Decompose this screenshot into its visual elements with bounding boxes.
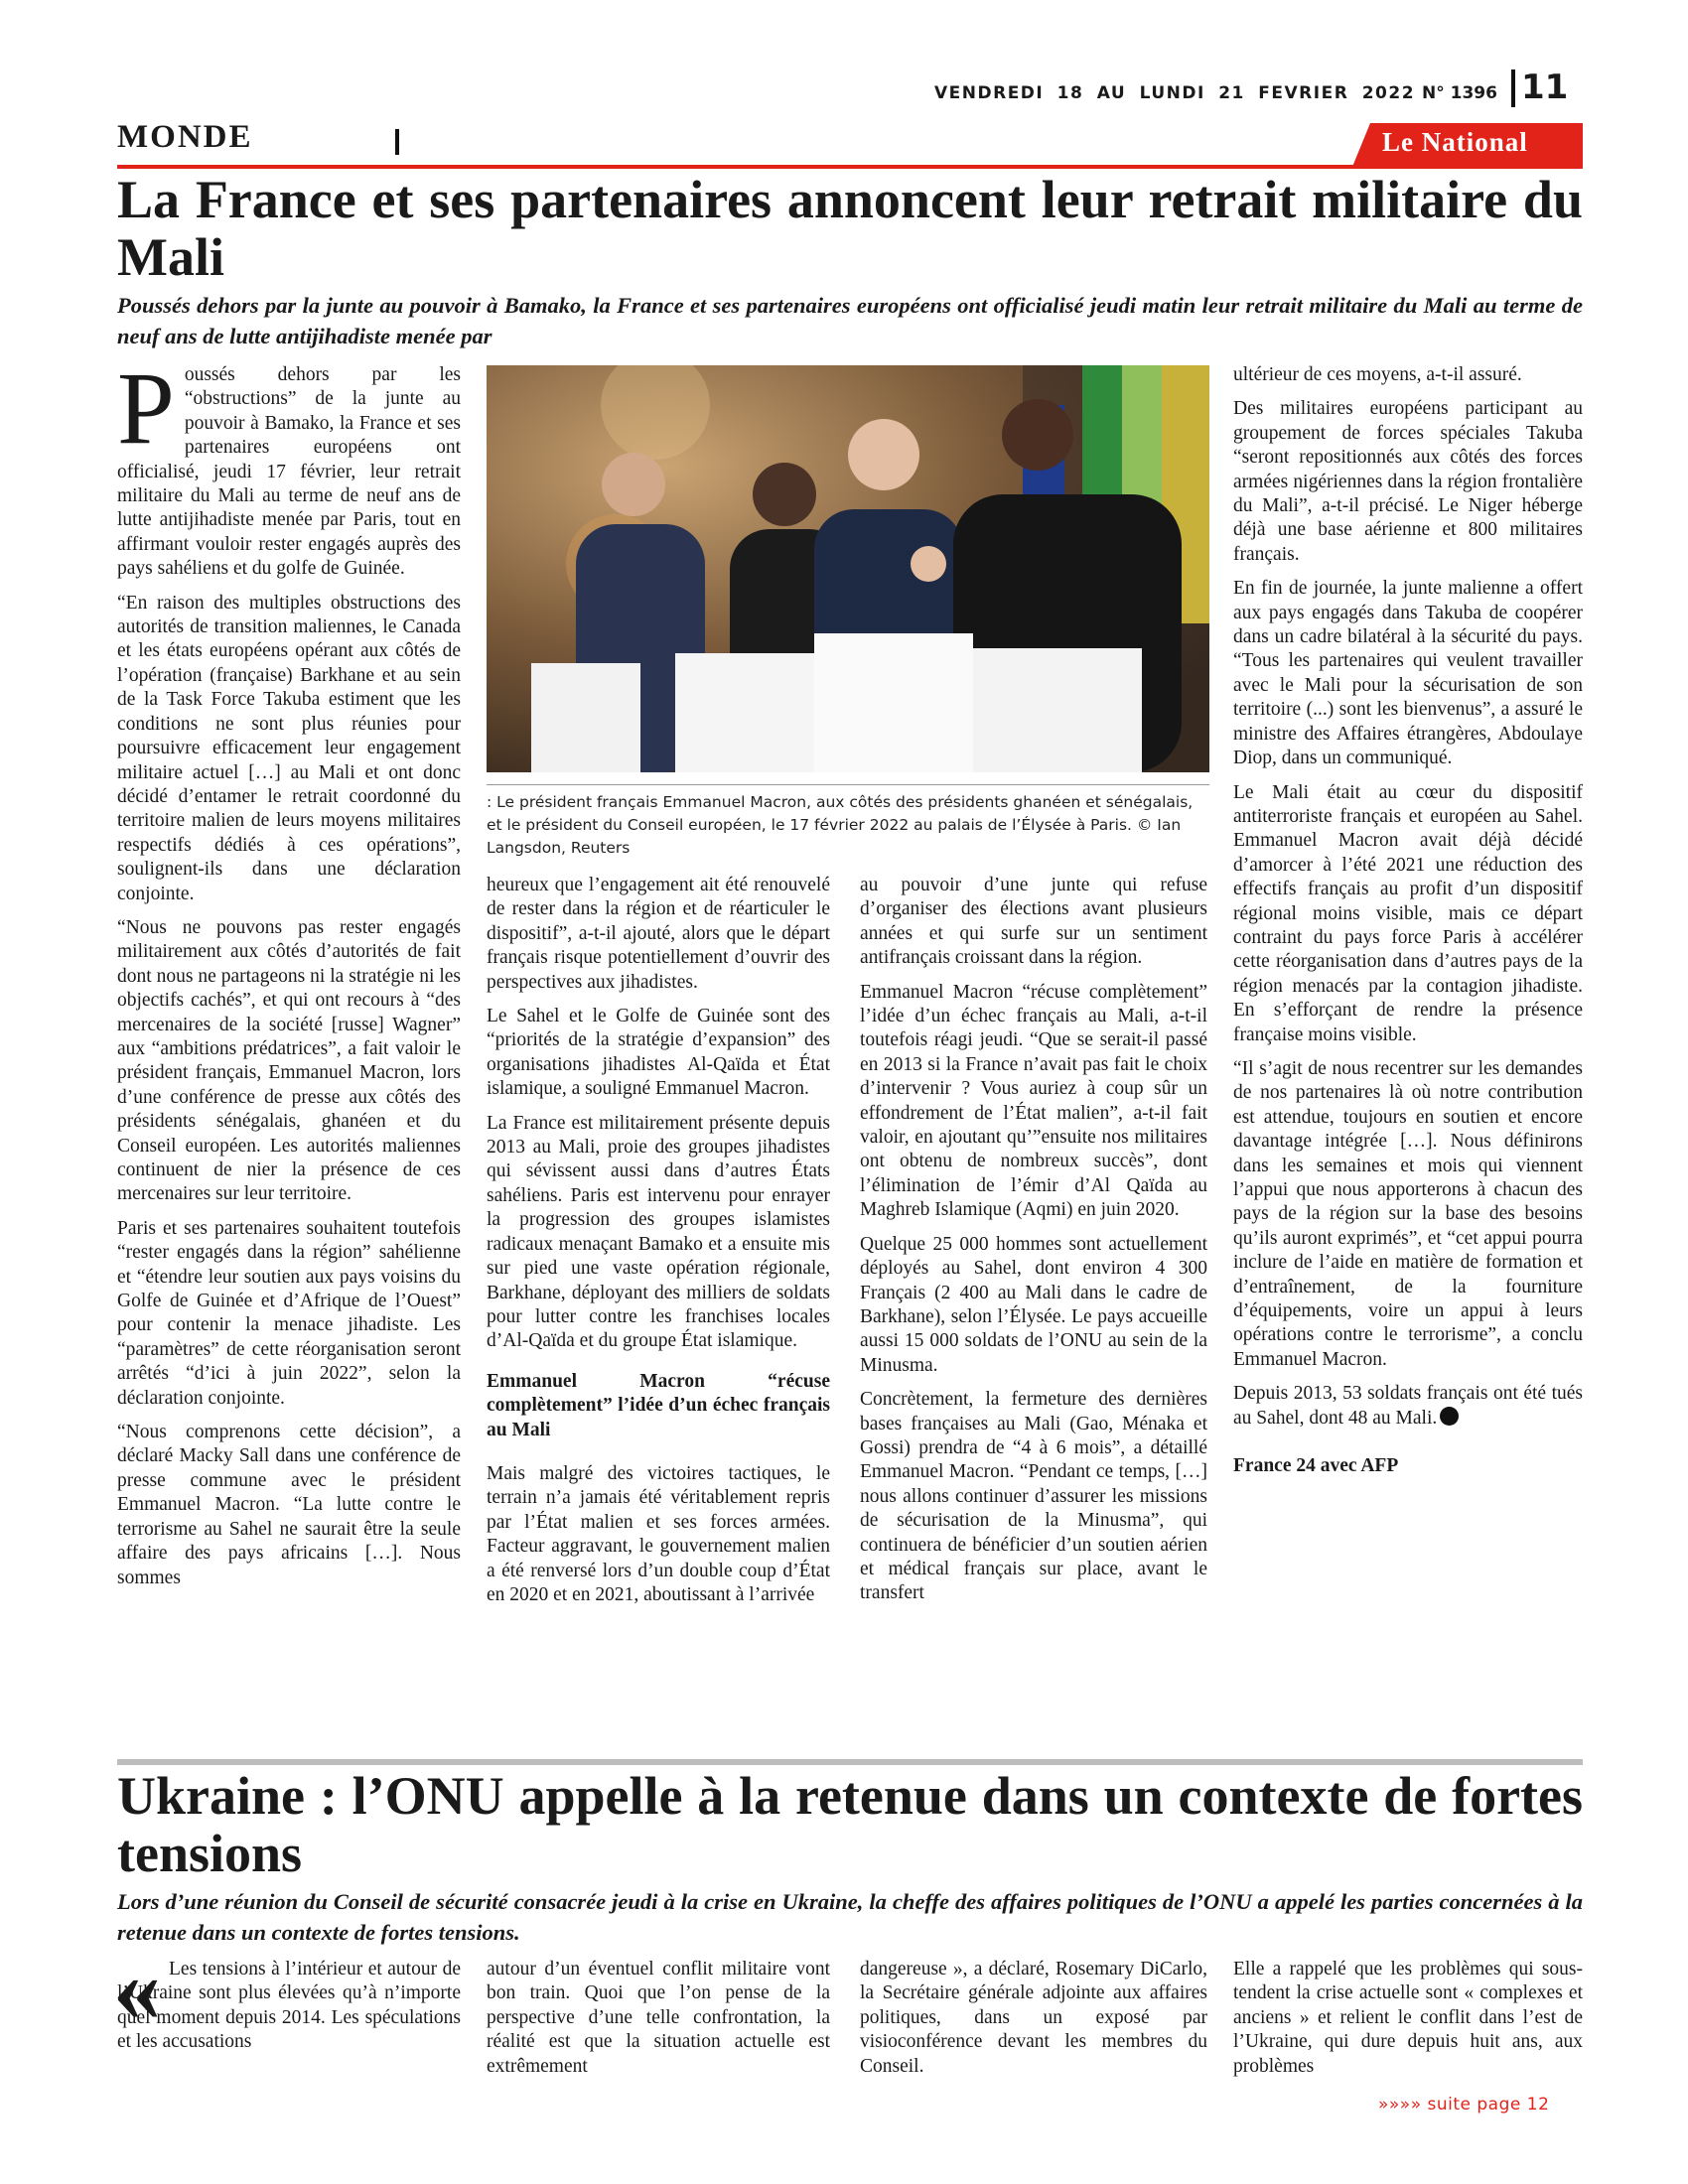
section-label: MONDE bbox=[117, 119, 253, 155]
continuation-link[interactable]: »»»» suite page 12 bbox=[1378, 2095, 1550, 2115]
page-number: 11 bbox=[1521, 68, 1569, 107]
article1-paragraph: Le Mali était au cœur du dispositif antiterroriste français et européen au Sahel. Emmanuel Macron avait déjà décidé d’amorcer à l’été 2021 une réduction des effectifs français au profit d’un dispositif régional moins visible, mais ce départ contraint du pays force Paris à accélérer cette réorganisation dans d’autres pays de la région menacés par la contagion jihadiste. En s’efforçant de rendre la présence française moins visible. bbox=[1233, 781, 1583, 1045]
article1-paragraph: Le Sahel et le Golfe de Guinée sont des “priorités de la stratégie d’expansion” des organisations jihadistes Al-Qaïda et État islamique, a souligné Emmanuel Macron. bbox=[487, 1006, 830, 1100]
article1-column-3 bbox=[860, 874, 1207, 1616]
section-divider bbox=[395, 129, 399, 155]
article1-column-1 bbox=[117, 351, 461, 1600]
article2-column-1 bbox=[117, 1958, 461, 2065]
article2-deck: Lors d’une réunion du Conseil de sécurité consacrée jeudi à la crise en Ukraine, la cheffe des affaires politiques de l’ONU a appelé les parties concernées à la retenue dans un contexte de fortes tensions. bbox=[117, 1889, 1583, 1945]
header-divider bbox=[1511, 69, 1515, 107]
article1-paragraph: En fin de journée, la junte malienne a offert aux pays engagés dans Takuba de coopérer dans un cadre bilatéral à la sécurité du pays. “Tous les partenaires qui veulent travailler avec le Mali pour la sécurisation de son territoire (...) sont les bienvenus”, a assuré le ministre des Affaires étrangères, Abdoulaye Diop, dans un communiqué. bbox=[1233, 578, 1583, 769]
caption-rule bbox=[487, 784, 1209, 785]
article2-paragraph: Elle a rappelé que les problèmes qui sous-tendent la crise actuelle sont « complexes et anciens » et relient le conflit dans l’est de l’Ukraine, qui dure depuis huit ans, aux problèmes bbox=[1233, 1959, 1583, 2077]
article1-paragraph: Emmanuel Macron “récuse complètement” l’idée d’un échec français au Mali, a-t-il toutefois réagi jeudi. “Que se serait-il passé en 2013 si la France n’avait pas fait le choix d’intervenir ? Vous auriez à coup sûr un effondrement de l’État malien”, a-t-il fait valoir, en ajoutant qu’”ensuite nos militaires ont obtenu de nombreux succès”, dont l’élimination de l’émir d’Al Qaïda au Maghreb Islamique (Aqmi) en juin 2020. bbox=[860, 981, 1207, 1221]
opening-quote-mark: « bbox=[113, 1935, 161, 2041]
photo-caption: : Le président français Emmanuel Macron, aux côtés des présidents ghanéen et sénégalais, et le président du Conseil européen, le 17 février 2022 au palais de l’Élysée à Paris. © Ian Langsdon, Reuters bbox=[487, 793, 1194, 857]
article-separator bbox=[117, 1759, 1583, 1765]
article1-paragraph: Des militaires européens participant au groupement de forces spéciales Takuba “seront repositionnés aux côtés des forces armées nigériennes dans la région frontalière du Mali”, a-t-il précisé. Le Niger héberge déjà une base aérienne et 800 militaires français. bbox=[1233, 398, 1583, 565]
photo-illustration bbox=[487, 365, 1209, 772]
article2-column-4 bbox=[1233, 1958, 1583, 2089]
article1-paragraph: Depuis 2013, 53 soldats français ont été tués au Sahel, dont 48 au Mali. bbox=[1233, 1383, 1583, 1429]
article1-paragraph: La France est militairement présente depuis 2013 au Mali, proie des groupes jihadistes qui sévissent aussi dans d’autres États sahéliens. Paris est intervenu pour enrayer la progression des groupes islamistes radicaux menaçant Bamako et a ensuite mis sur pied une vaste opération régionale, Barkhane, déployant des milliers de soldats pour lutter contre les franchises locales d’Al-Qaïda et du groupe État islamique. bbox=[487, 1112, 830, 1352]
brand-name: Le National bbox=[1382, 127, 1528, 157]
article1-column-4 bbox=[1233, 363, 1583, 1488]
article1-subhead: Emmanuel Macron “récuse complètement” l’idée d’un échec français au Mali bbox=[487, 1370, 830, 1440]
article2-headline: Ukraine : l’ONU appelle à la retenue dans un contexte de fortes tensions bbox=[117, 1766, 1583, 1883]
article1-deck: Poussés dehors par la junte au pouvoir à Bamako, la France et ses partenaires européens ont officialisé jeudi matin leur retrait militaire du Mali au terme de neuf ans de lutte antijihadiste menée par bbox=[117, 293, 1583, 348]
press-conference-photo bbox=[487, 365, 1209, 772]
article1-paragraph: “En raison des multiples obstructions des autorités de transition maliennes, le Canada et les états européens opérant aux côtés de l’opération (française) Barkhane et au sein de la Task Force Takuba estiment que les conditions ne sont plus réunies pour poursuivre efficacement leur engagement militaire actuel […] au Mali et ont donc décidé d’entamer le retrait coordonné du territoire malien de leurs moyens militaires respectifs dédiés à ces opérations”, soulignent-ils dans une déclaration conjointe. bbox=[117, 592, 461, 904]
article1-paragraph: Poussés dehors par les “obstructions” de la junte au pouvoir à Bamako, la France et ses partenaires européens ont officialisé, jeudi 17 février, leur retrait militaire du Mali au terme de neuf ans de lutte antijihadiste menée par Paris, tout en affirmant vouloir rester engagés auprès des pays sahéliens et du golfe de Guinée. bbox=[117, 351, 461, 580]
top-rule bbox=[117, 165, 1583, 169]
article2-column-2 bbox=[487, 1958, 830, 2089]
article1-paragraph: “Nous ne pouvons pas rester engagés militairement aux côtés d’autorités de fait dont nous ne partageons ni la stratégie ni les objectifs cachés”, et qui ont recours à “des mercenaires de la société [russe] Wagner” aux “ambitions prédatrices”, a fait valoir le président français, Emmanuel Macron, lors d’une conférence de presse aux côtés des présidents sénégalais, ghanéen et du Conseil européen. Les autorités maliennes continuent de nier la présence de ces mercenaires sur leur territoire. bbox=[117, 916, 461, 1205]
article1-paragraph: au pouvoir d’une junte qui refuse d’organiser des élections avant plusieurs années et qui surfe sur un sentiment antifrançais croissant dans la région. bbox=[860, 875, 1207, 969]
article1-paragraph: ultérieur de ces moyens, a-t-il assuré. bbox=[1233, 364, 1522, 385]
article2-paragraph: Les tensions à l’intérieur et autour de l’Ukraine sont plus élevées qu’à n’importe quel moment depuis 2014. Les spéculations et les accusations bbox=[117, 1959, 461, 2053]
drop-cap: P bbox=[117, 351, 175, 466]
article1-paragraph: Quelque 25 000 hommes sont actuellement déployés au Sahel, dont environ 4 300 Français (2 400 au Mali dans le cadre de Barkhane), selon l’Élysée. Le pays accueille aussi 15 000 soldats de l’ONU au sein de la Minusma. bbox=[860, 1233, 1207, 1376]
issue-date: VENDREDI 18 AU LUNDI 21 FEVRIER 2022 bbox=[934, 83, 1416, 103]
article1-paragraph: “Il s’agit de nous recentrer sur les demandes de nos partenaires là où notre contribution est attendue, toujours en soutien et encore davantage intégrée […]. Nous définirons dans les semaines et mois qui viennent l’appui que nous apporterons à chacun des pays de la région sur la base des besoins qu’ils auront exprimés”, et “cet appui pourra inclure de l’aide en matière de formation et d’entraînement, de la fourniture d’équipements, voire un appui à leurs opérations contre le terrorisme”, a conclu Emmanuel Macron. bbox=[1233, 1057, 1583, 1370]
issue-number: N° 1396 bbox=[1422, 83, 1497, 103]
article1-paragraph: Concrètement, la fermeture des dernières bases françaises au Mali (Gao, Ménaka et Gossi) prendra de “4 à 6 mois”, a détaillé Emmanuel Macron. “Pendant ce temps, […] nous allons continuer d’assurer les missions de sécurisation de la Minusma”, qui continuera de bénéficier d’un soutien aérien et médical français sur place, avant le transfert bbox=[860, 1389, 1207, 1604]
end-mark-icon bbox=[1440, 1407, 1459, 1426]
article2-paragraph: autour d’un éventuel conflit militaire vont bon train. Quoi que l’on pense de la perspective d’une telle confrontation, la réalité est que la situation actuelle est extrêmement bbox=[487, 1959, 830, 2077]
article1-paragraph: Mais malgré des victoires tactiques, le terrain n’a jamais été véritablement repris par l’État malien et ses forces armées. Facteur aggravant, le gouvernement malien a été renversé lors d’un double coup d’État en 2020 et en 2021, aboutissant à l’arrivée bbox=[487, 1462, 830, 1605]
article1-column-2 bbox=[487, 874, 830, 1617]
article2-column-3 bbox=[860, 1958, 1207, 2089]
article1-paragraph: “Nous comprenons cette décision”, a déclaré Macky Sall dans une conférence de presse commune avec le président Emmanuel Macron. “La lutte contre le terrorisme au Sahel ne saurait être la seule affaire des pays africains […]. Nous sommes bbox=[117, 1422, 461, 1588]
article2-paragraph: dangereuse », a déclaré, Rosemary DiCarlo, la Secrétaire générale adjointe aux affaires politiques, dans un exposé par visioconférence devant les membres du Conseil. bbox=[860, 1959, 1207, 2077]
article1-paragraph: heureux que l’engagement ait été renouvelé de rester dans la région et de réarticuler le dispositif”, a-t-il ajouté, alors que le départ français risque potentiellement d’ouvrir des perspectives aux jihadistes. bbox=[487, 875, 830, 993]
article1-signature: France 24 avec AFP bbox=[1233, 1455, 1399, 1477]
article1-headline: La France et ses partenaires annoncent leur retrait militaire du Mali bbox=[117, 170, 1583, 287]
article1-paragraph: Paris et ses partenaires souhaitent toutefois “rester engagés dans la région” sahélienne et “étendre leur soutien aux pays voisins du Golfe de Guinée et d’Afrique de l’Ouest” pour contenir la menace jihadiste. Les “paramètres” de cette réorganisation seront arrêtés “d’ici à juin 2022”, selon la déclaration conjointe. bbox=[117, 1217, 461, 1409]
